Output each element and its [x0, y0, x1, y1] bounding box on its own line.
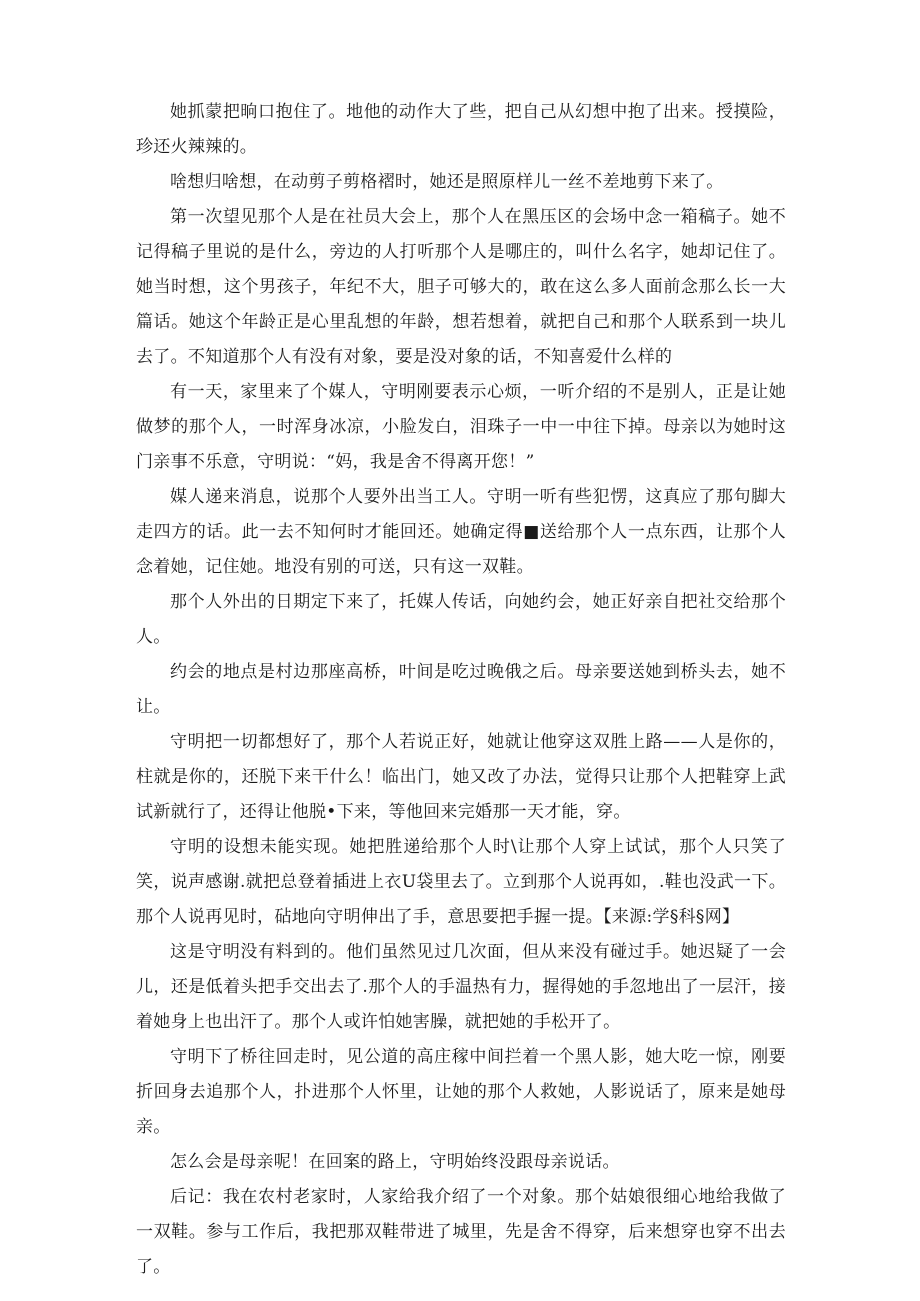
paragraph-13: 后记：我在农村老家时，人家给我介绍了一个对象。那个姑娘很细心地给我做了一双鞋。参与工作后，我把那双鞋带进了城里，先是舍不得穿，后来想穿也穿不出去了。 — [136, 1187, 786, 1277]
paragraph-11: 守明下了桥往回走时，见公道的高庄稼中间拦着一个黑人影，她大吃一惊，刚要折回身去追那个人，扑进那个人怀里，让她的那个人救她，人影说话了，原来是她母亲。 — [136, 1047, 786, 1137]
paragraph-12: 怎么会是母亲呢！在回案的路上，守明始终没跟母亲说话。 — [170, 1152, 620, 1172]
paragraph-4: 有一天，家里来了个媒人，守明刚要表示心烦，一听介绍的不是别人，正是让她做梦的那个人，一时浑身冰凉，小脸发白，泪珠子一中一中往下掉。母亲以为她时这门亲事不乐意，守明说：“妈，我是舍不得离开您！” — [136, 382, 786, 472]
paragraph-7: 约会的地点是村边那座高桥，叶间是吃过晚俄之后。母亲要送她到桥头去，她不让。 — [136, 662, 786, 717]
paragraph-8: 守明把一切都想好了，那个人若说正好，她就让他穿这双胜上路——人是你的，柱就是你的，还脱下来干什么！临出门，她又改了办法，觉得只让那个人把鞋穿上武试新就行了，还得让他脱•下来，等他回来完婚那一天才能，穿。 — [136, 732, 786, 822]
paragraph-2: 啥想归啥想，在动剪子剪格褶时，她还是照原样儿一丝不差地剪下来了。 — [170, 172, 724, 192]
story-body — [136, 95, 786, 1285]
paragraph-10: 这是守明没有料到的。他们虽然见过几次面，但从来没有碰过手。她迟疑了一会儿，还是低着头把手交出去了.那个人的手温热有力，握得她的手忽地出了一层汗，接着她身上也出汗了。那个人或许怕她害臊，就把她的手松开了。 — [136, 942, 786, 1032]
paragraph-3: 第一次望见那个人是在社员大会上，那个人在黑压区的会场中念一箱稿子。她不记得稿子里说的是什么，旁边的人打听那个人是哪庄的，叫什么名字，她却记住了。她当时想，这个男孩子，年纪不大，胆子可够大的，敢在这么多人面前念那么长一大篇话。她这个年龄正是心里乱想的年龄，想若想着，就把自己和那个人联系到一块儿去了。不知道那个人有没有对象，要是没对象的话，不知喜爱什么样的 — [136, 207, 786, 367]
paragraph-5: 媒人递来消息，说那个人要外出当工人。守明一听有些犯愣，这真应了那句脚大走四方的话。此一去不知何时才能回还。她确定得■送给那个人一点东西，让那个人念着她，记住她。地没有别的可送，只有这一双鞋。 — [136, 487, 786, 577]
paragraph-1: 她抓蒙把晌口抱住了。地他的动作大了些，把自己从幻想中抱了出来。授摸险，珍还火辣辣的。 — [136, 102, 786, 157]
paragraph-9: 守明的设想未能实现。她把胜递给那个人时\让那个人穿上试试，那个人只笑了笑，说声感谢.就把总登着插进上衣U袋里去了。立到那个人说再如，.鞋也没武一下。那个人说再见时，砧地向守明伸出了手，意思要把手握一提。【来源:学§科§网】 — [136, 837, 786, 927]
paragraph-6: 那个人外出的日期定下来了，托媒人传话，向她约会，她正好亲自把社交给那个人。 — [136, 592, 786, 647]
